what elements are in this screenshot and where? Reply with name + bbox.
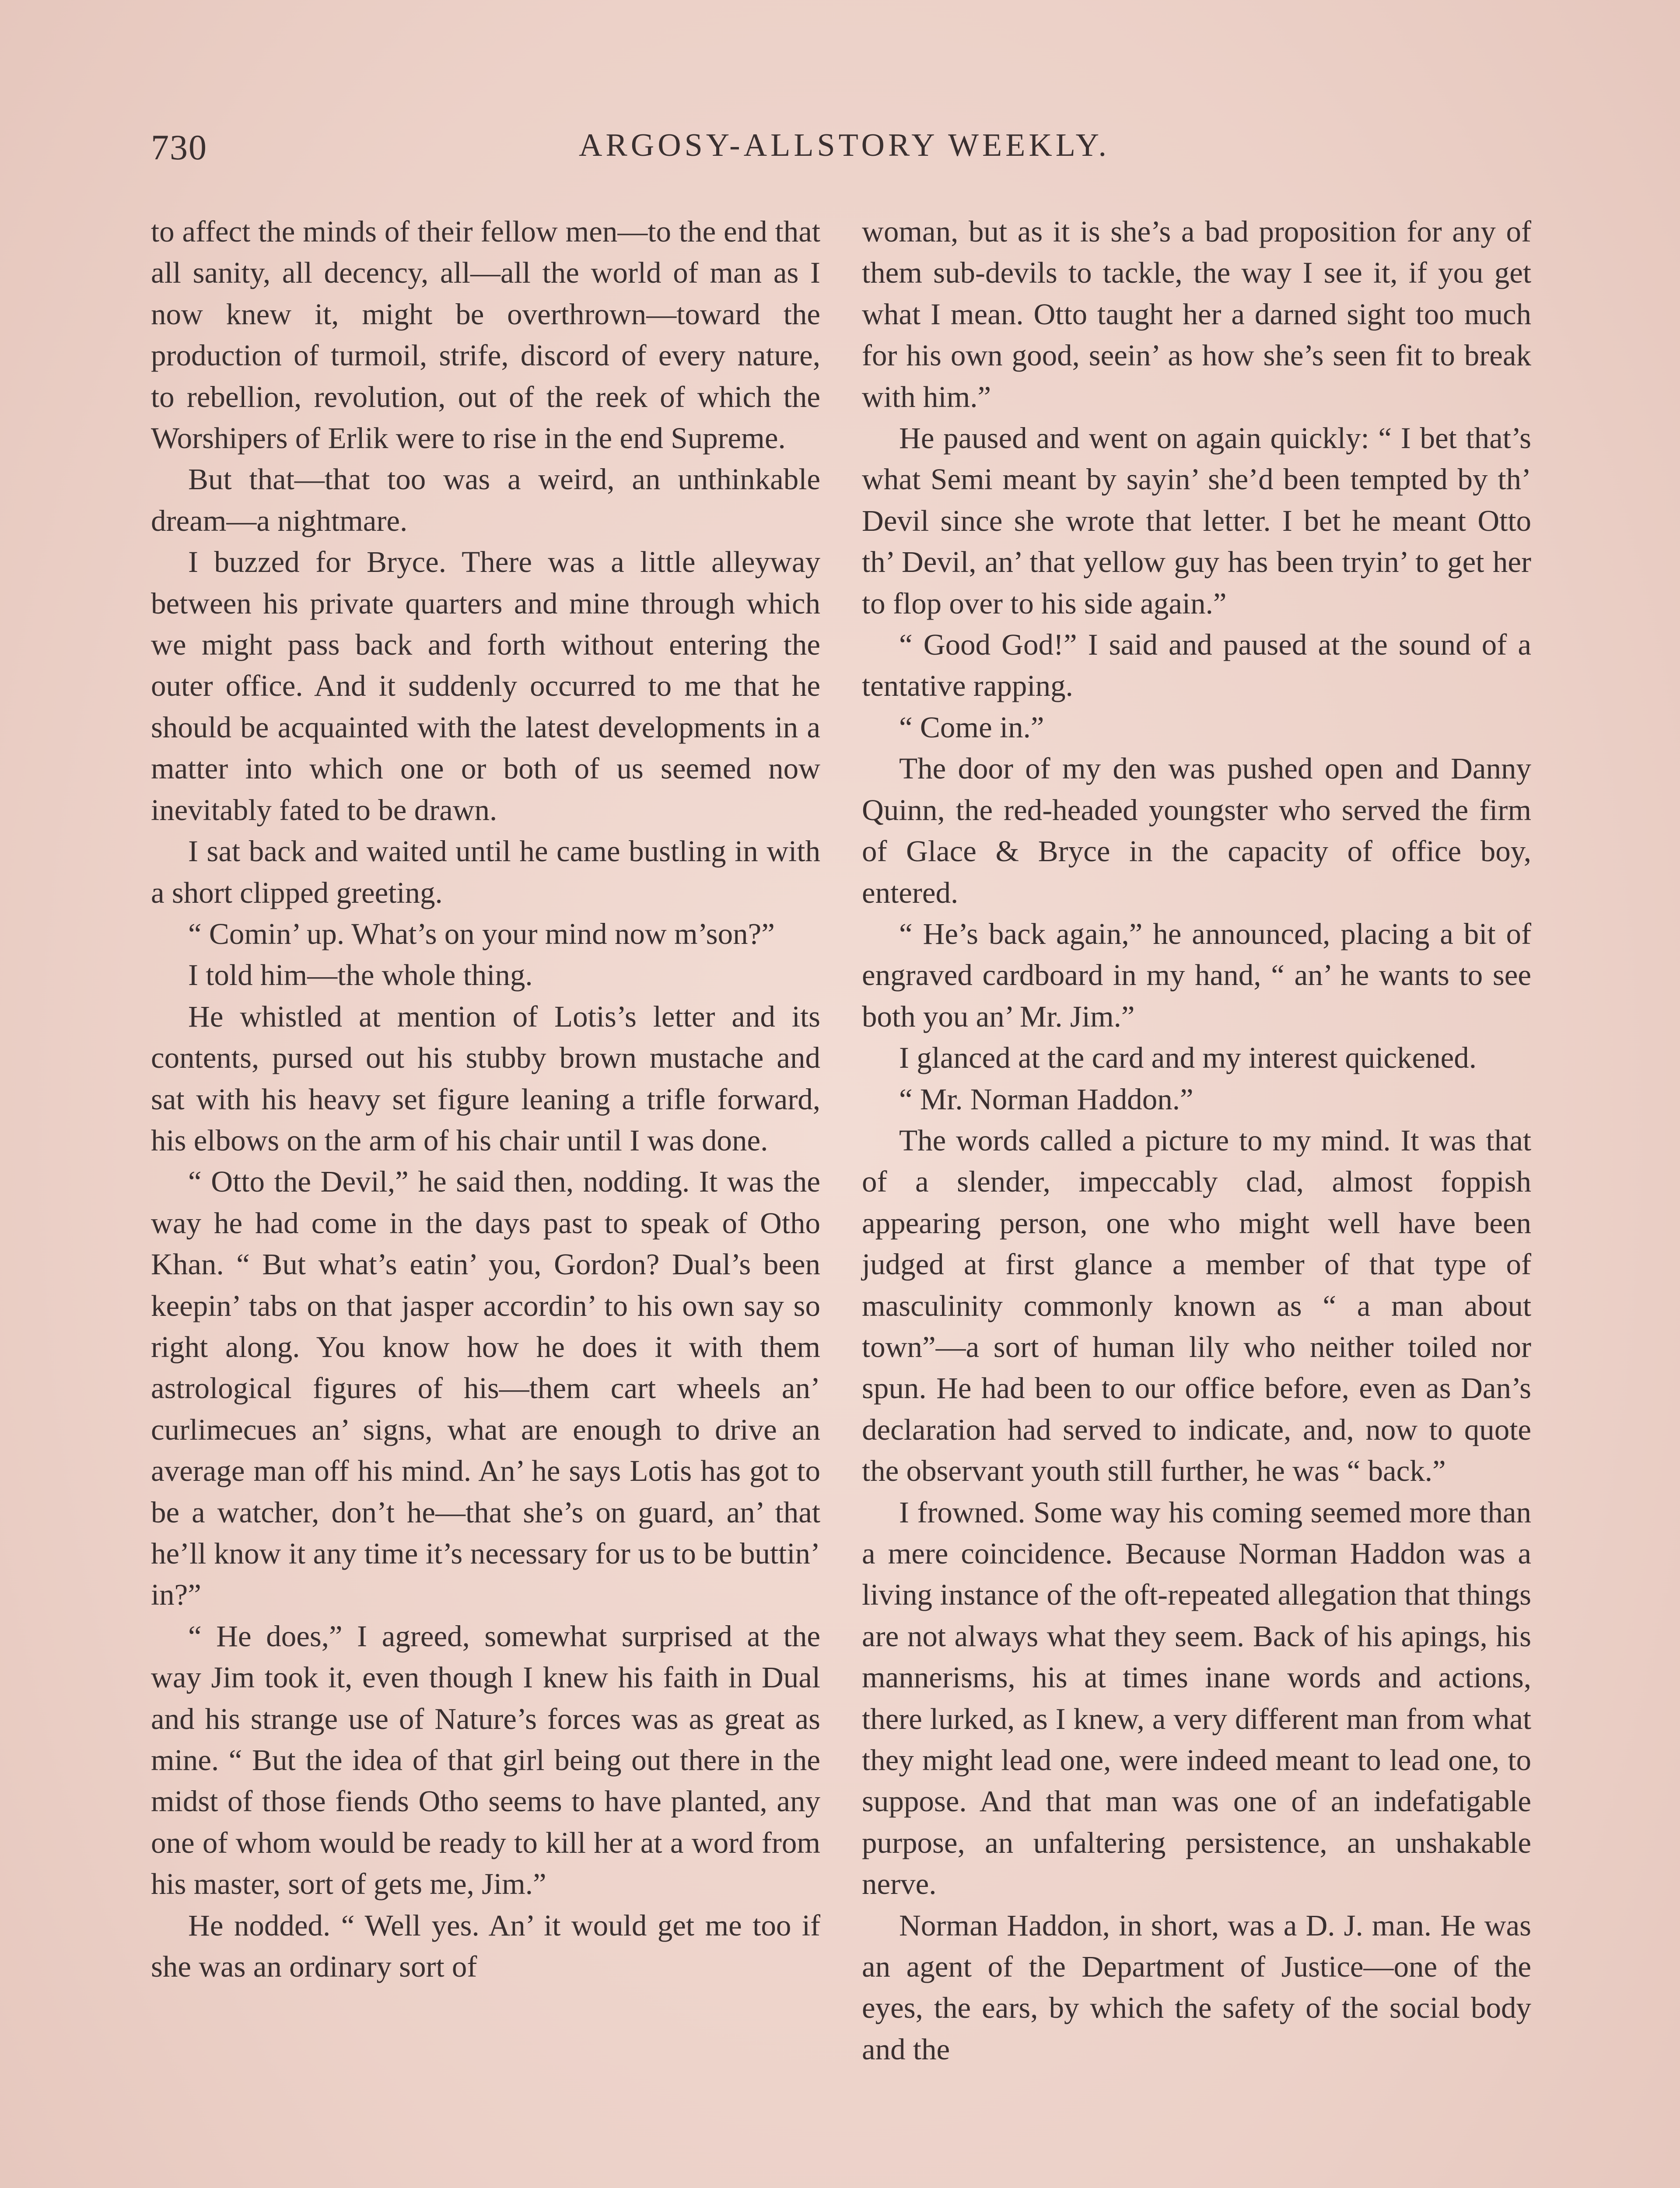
paragraph: But that—that too was a weird, an unthinkable dream—a nightmare. [151,463,820,537]
paragraph: “ He does,” I agreed, somewhat surprised at the way Jim took it, even though I knew his faith in Dual and his strange use of Nature’s forces was as great as mine. “ But the idea of that girl being out there in the midst of those fiends Otho seems to have planted, any one of whom would be ready to kill her at a word from his master, sort of gets me, Jim.” [151,1619,820,1901]
paragraph: “ Good God!” I said and paused at the sound of a tentative rapping. [862,628,1531,703]
paragraph: I sat back and waited until he came bustling in with a short clipped greeting. [151,835,820,909]
paragraph: I told him—the whole thing. [188,958,533,992]
paragraph: “ Come in.” [899,710,1044,744]
paragraph: He paused and went on again quickly: “ I bet that’s what Semi meant by sayin’ she’d been tempted by th’ Devil since she wrote that letter. I bet he meant Otto th’ Devil, an’ that yellow guy has been tryin’ to get her to flop over to his side again.” [862,421,1531,620]
paragraph: I buzzed for Bryce. There was a little alleyway between his private quarters and mine through which we might pass back and forth without entering the outer office. And it suddenly occurred to me that he should be acquainted with the latest developments in a matter into which one or both of us seemed now inevitably fated to be drawn. [151,545,820,827]
paragraph: woman, but as it is she’s a bad proposition for any of them sub-devils to tackle, the way I see it, if you get what I mean. Otto taught her a darned sight too much for his own good, seein’ as how she’s seen fit to break with him.” [862,215,1531,414]
paragraph: “ Otto the Devil,” he said then, nodding. It was the way he had come in the days past to speak of Otho Khan. “ But what’s eatin’ you, Gordon? Dual’s been keepin’ tabs on that jasper accordin’ to his own say so right along. You know how he does it with them astrological figures of his—them cart wheels an’ curlimecues an’ signs, what are enough to drive an average man off his mind. An’ he says Lotis has got to be a watcher, don’t he—that she’s on guard, an’ that he’ll know it any time it’s necessary for us to be buttin’ in?” [151,1165,820,1612]
paragraph: He nodded. “ Well yes. An’ it would get me too if she was an ordinary sort of [151,1908,820,1984]
page-number: 730 [151,127,207,167]
left-column [151,211,820,1987]
paragraph: “ Mr. Norman Haddon.” [899,1082,1194,1116]
running-head: ARGOSY-ALLSTORY WEEKLY. [578,127,1110,163]
paragraph: Norman Haddon, in short, was a D. J. man. He was an agent of the Department of Justice—one of the eyes, the ears, by which the safety of the social body and the [862,1908,1531,2066]
paragraph: “ Comin’ up. What’s on your mind now m’son?” [188,917,775,950]
paragraph: to affect the minds of their fellow men—to the end that all sanity, all decency, all—all the world of man as I now knew it, might be overthrown—toward the production of turmoil, strife, discord of every nature, to rebellion, revolution, out of the reek of which the Worshipers of Erlik were to rise in the end Supreme. [151,215,820,455]
page-header [151,127,1538,193]
paragraph: “ He’s back again,” he announced, placing a bit of engraved cardboard in my hand, “ an’ he wants to see both you an’ Mr. Jim.” [862,917,1531,1033]
paragraph: The words called a picture to my mind. It was that of a slender, impeccably clad, almost foppish appearing person, one who might well have been judged at first glance a member of that type of masculinity commonly known as “ a man about town”—a sort of human lily who neither toiled nor spun. He had been to our office before, even as Dan’s declaration had served to indicate, and, now to quote the observant youth still further, he was “ back.” [862,1123,1531,1488]
paragraph: I frowned. Some way his coming seemed more than a mere coincidence. Because Norman Haddon was a living instance of the oft-repeated allegation that things are not always what they seem. Back of his apings, his mannerisms, his at times inane words and actions, there lurked, as I knew, a very different man from what they might lead one, were indeed meant to lead one, to suppose. And that man was one of an indefatigable purpose, an unfaltering persistence, an unshakable nerve. [862,1495,1531,1901]
paragraph: The door of my den was pushed open and Danny Quinn, the red-headed youngster who served the firm of Glace & Bryce in the capacity of office boy, entered. [862,752,1531,909]
paragraph: I glanced at the card and my interest quickened. [899,1041,1477,1075]
paragraph: He whistled at mention of Lotis’s letter and its contents, pursed out his stubby brown mustache and sat with his heavy set figure leaning a trifle forward, his elbows on the arm of his chair until I was done. [151,999,820,1157]
right-column [862,211,1531,2070]
